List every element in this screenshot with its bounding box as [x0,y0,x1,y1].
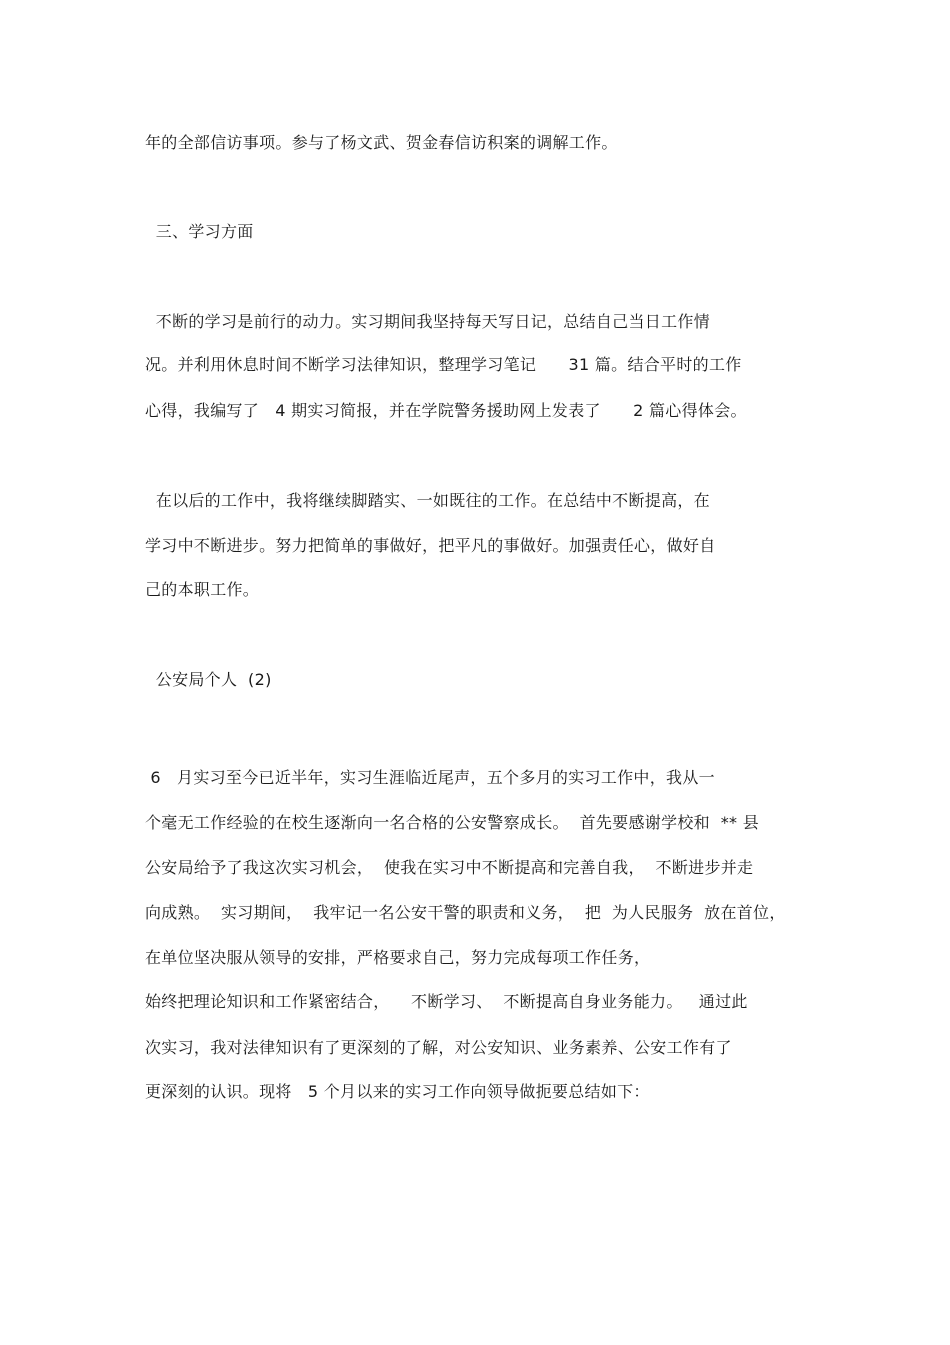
paragraph-line: 6 月实习至今已近半年，实习生涯临近尾声，五个多月的实习工作中，我从一 [145,768,715,787]
paragraph-line: 年的全部信访事项。参与了杨文武、贺金春信访积案的调解工作。 [145,133,618,152]
section-heading-study: 三、学习方面 [145,222,254,241]
paragraph-line: 不断的学习是前行的动力。实习期间我坚持每天写日记，总结自己当日工作情 [145,312,710,331]
paragraph-line: 在以后的工作中，我将继续脚踏实、一如既往的工作。在总结中不断提高，在 [145,491,710,510]
paragraph-line: 学习中不断进步。努力把简单的事做好，把平凡的事做好。加强责任心，做好自 [145,536,716,555]
paragraph-line: 向成熟。 实习期间， 我牢记一名公安干警的职责和义务， 把 为人民服务 放在首位， [145,903,786,922]
paragraph-line: 况。并利用休息时间不断学习法律知识，整理学习笔记 31 篇。结合平时的工作 [145,355,742,374]
section-heading-police: 公安局个人 (2) [145,670,272,689]
paragraph-line: 个毫无工作经验的在校生逐渐向一名合格的公安警察成长。 首先要感谢学校和 ** 县 [145,813,760,832]
paragraph-line: 心得，我编写了 4 期实习简报，并在学院警务援助网上发表了 2 篇心得体会。 [145,401,747,420]
paragraph-line: 更深刻的认识。现将 5 个月以来的实习工作向领导做扼要总结如下： [145,1082,650,1101]
paragraph-line: 在单位坚决服从领导的安排，严格要求自己，努力完成每项工作任务， [145,948,651,967]
paragraph-line: 己的本职工作。 [145,580,260,599]
paragraph-line: 始终把理论知识和工作紧密结合， 不断学习、 不断提高自身业务能力。 通过此 [145,992,748,1011]
paragraph-line: 次实习，我对法律知识有了更深刻的了解，对公安知识、业务素养、公安工作有了 [145,1038,732,1057]
paragraph-line: 公安局给予了我这次实习机会， 使我在实习中不断提高和完善自我， 不断进步并走 [145,858,754,877]
